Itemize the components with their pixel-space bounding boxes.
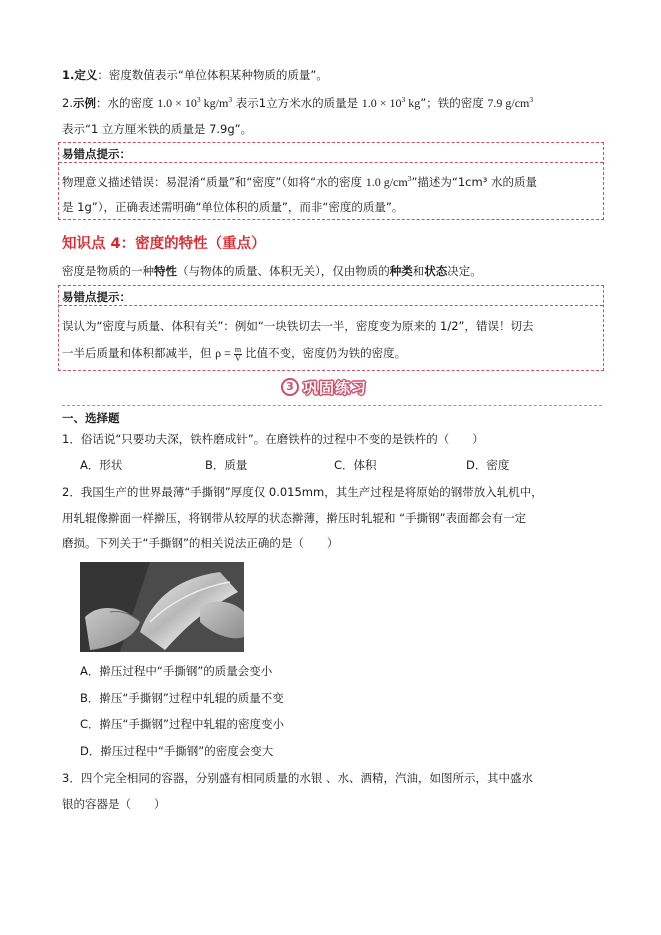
- tip-1-line-2: 是 1g”），正确表述需明确“单位体积的质量”，而非“密度的质量”。: [62, 200, 404, 214]
- tip-1-density-value: 1.0 $g/cm^3$: [365, 174, 412, 189]
- tip-2-line-1: 误认为“密度与质量、体积有关”：例如“一块铁切去一半，密度变为原来的 1/2”，错误！切去: [62, 319, 534, 333]
- example-text-2: 表示1立方米水的质量是: [235, 96, 359, 110]
- badge-number: 3: [281, 378, 299, 396]
- section-separator: [62, 405, 602, 406]
- question-2-option-d[interactable]: D．擀压过程中“手撕钢”的密度会变大: [80, 744, 274, 758]
- question-2-line-1: 2．我国生产的世界最薄“手撕钢”厚度仅 0.015mm，其生产过程是将原始的钢带放入轧机中，: [62, 485, 543, 499]
- tip-box-1-divider: [59, 162, 603, 163]
- definition-label: 1.定义: [62, 68, 98, 82]
- section-heading: 一、选择题: [62, 411, 120, 425]
- badge-text: 巩固练习: [303, 379, 368, 397]
- question-3-line-2: 银的容器是（ ）: [62, 797, 166, 811]
- knowledge-point-4-heading: 知识点 4：密度的特性（重点）: [62, 236, 266, 252]
- iron-density-value: 7.9 $g/cm^3$: [487, 95, 534, 110]
- example-line: [62, 95, 533, 111]
- question-1-option-a[interactable]: A．形状: [80, 458, 123, 472]
- question-2-line-2: 用轧辊像擀面一样擀压，将钢带从较厚的状态擀薄，擀压时轧辊和 “手撕钢”表面都会有一定: [62, 511, 527, 525]
- density-fraction: $\frac{m}{V}$: [234, 344, 242, 363]
- question-2-line-3: 磨损。下列关于“手撕钢”的相关说法正确的是（ ）: [62, 536, 339, 550]
- tip-1-line-1: 物理意义描述错误：易混淆“质量”和“密度”（如将“水的密度 1.0 $g/cm^3$”描述为“1cm³ 水的质量: [62, 174, 537, 189]
- water-density-value: $1.0 \times 10^3$ $kg/m^3$: [157, 95, 233, 110]
- knowledge-point-4-text: 密度是物质的一种特性（与物体的质量、体积无关），仅由物质的种类和状态决定。: [62, 264, 482, 278]
- question-1-text: 1．俗话说“只要功夫深，铁杵磨成针”。在磨铁杵的过程中不变的是铁杵的（ ）: [62, 432, 484, 446]
- definition-text: ：密度数值表示“单位体积某种物质的质量”。: [97, 68, 328, 82]
- question-1-option-d[interactable]: D．密度: [466, 458, 510, 472]
- tip-2-title: 易错点提示：: [62, 290, 131, 304]
- tip-2-line-2: 一半后质量和体积都减半，但 ρ = $\frac{m}{V}$ 比值不变，密度仍为铁的密度。: [62, 344, 407, 363]
- question-3-line-1: 3．四个完全相同的容器，分别盛有相同质量的水银 、水、酒精，汽油，如图所示，其中盛水: [62, 771, 533, 785]
- consolidation-exercise-badge: [279, 376, 387, 400]
- question-1-option-c[interactable]: C．体积: [334, 458, 377, 472]
- tip-box-2-divider: [59, 305, 603, 306]
- water-mass-value: $1.0 \times 10^3$ kg: [361, 95, 421, 110]
- density-formula: ρ = $\frac{m}{V}$: [215, 344, 242, 363]
- question-1-option-b[interactable]: B．质量: [205, 458, 248, 472]
- definition-line: [62, 67, 328, 83]
- example-text-3: ”；铁的密度: [420, 96, 484, 110]
- example-label: 示例: [72, 96, 96, 110]
- question-2-option-b[interactable]: B．擀压“手撕钢”过程中轧辊的质量不变: [80, 691, 284, 705]
- question-2-option-c[interactable]: C．擀压“手撕钢”过程中轧辊的密度变小: [80, 717, 284, 731]
- tip-1-title: 易错点提示：: [62, 147, 131, 161]
- example-line-2: 表示“1 立方厘米铁的质量是 7.9g”。: [62, 122, 253, 136]
- example-text-1: ：水的密度: [95, 96, 154, 110]
- question-2-option-a[interactable]: A．擀压过程中“手撕钢”的质量会变小: [80, 664, 273, 678]
- example-number: 2.: [62, 96, 73, 110]
- hand-torn-steel-photo: [80, 562, 244, 652]
